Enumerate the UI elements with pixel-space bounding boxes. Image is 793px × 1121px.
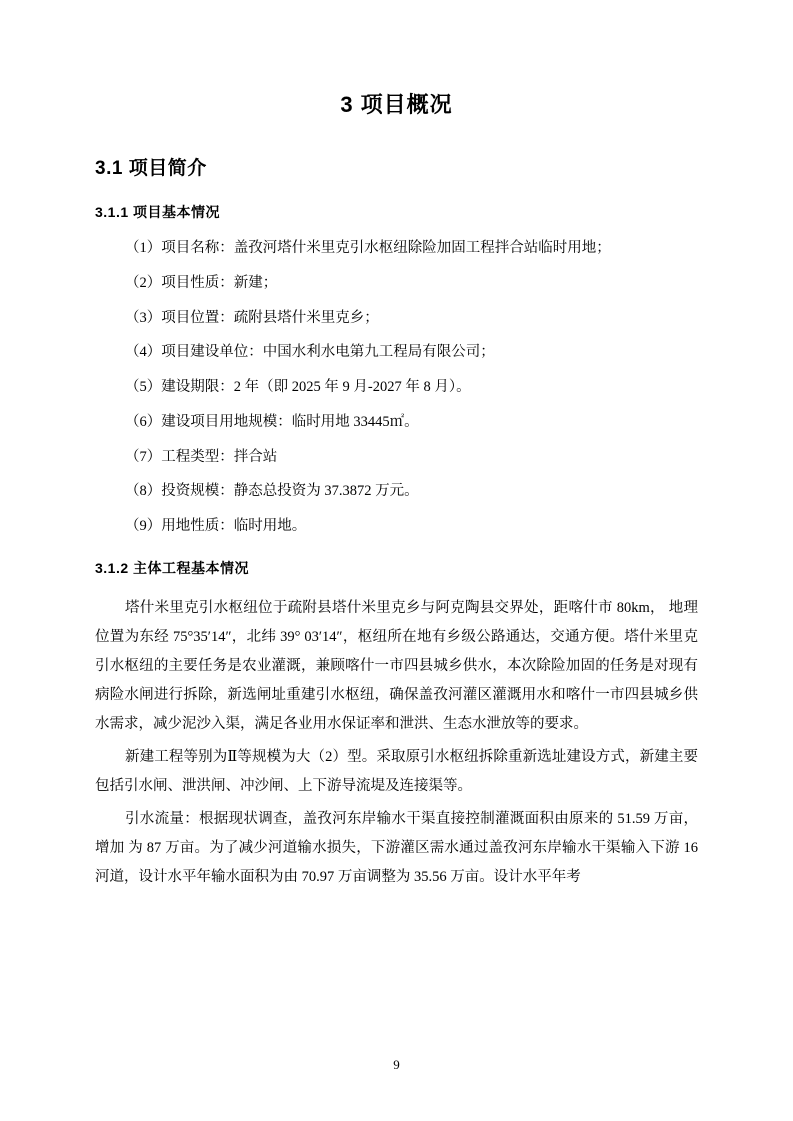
page-title: 3 项目概况 [340, 92, 453, 117]
list-item: （1）项目名称：盖孜河塔什米里克引水枢纽除险加固工程拌合站临时用地； [125, 240, 611, 256]
list-item: （7）工程类型：拌合站 [125, 448, 278, 465]
list-item: （6）建设项目用地规模：临时用地 33445㎡。 [125, 413, 419, 430]
body-paragraph: 塔什米里克引水枢纽位于疏附县塔什米里克乡与阿克陶县交界处，距喀什市 80km， 地理位置为东经 75°35′14″，北纬 39° 03′14″，枢纽所在地有乡级公路通达，交通方便。塔什米里克引水枢纽的主要任务是农业灌溉，兼顾喀什一市四县城乡供水，本次除险加固的任务是对现有病险水闸进行拆除，新选闸址重建引水枢纽，确保盖孜河灌区灌溉用水和喀什一市四县城乡供水需求，减少泥沙入渠，满足各业用水保证率和泄洪、生态水泄放等的要求。 [95, 599, 698, 732]
list-item: （2）项目性质：新建； [125, 274, 278, 291]
page-number: 9 [393, 1057, 400, 1072]
subsection-heading-3-1-2: 3.1.2 主体工程基本情况 [95, 559, 250, 576]
list-item: （5）建设期限：2 年（即 2025 年 9 月-2027 年 8 月）。 [125, 379, 471, 395]
list-item: （8）投资规模：静态总投资为 37.3872 万元。 [125, 483, 419, 500]
body-paragraph: 新建工程等别为Ⅱ等规模为大（2）型。采取原引水枢纽拆除重新选址建设方式，新建主要包括引水闸、泄洪闸、冲沙闸、上下游导流堤及连接渠等。 [95, 748, 698, 794]
body-paragraph: 引水流量：根据现状调查，盖孜河东岸输水干渠直接控制灌溉面积由原来的 51.59 万亩，增加 为 87 万亩。为了减少河道输水损失，下游灌区需水通过盖孜河东岸输水干渠输入下游 16 河道，设计水平年输水面积为由 70.97 万亩调整为 35.56 万亩。设计水平年考 [95, 810, 698, 885]
section-heading-3-1: 3.1 项目简介 [95, 158, 207, 179]
subsection-heading-3-1-1: 3.1.1 项目基本情况 [95, 204, 221, 220]
list-item: （9）用地性质：临时用地。 [125, 518, 307, 534]
list-item: （3）项目位置：疏附县塔什米里克乡； [125, 309, 379, 326]
list-item: （4）项目建设单位：中国水利水电第九工程局有限公司； [125, 344, 495, 361]
